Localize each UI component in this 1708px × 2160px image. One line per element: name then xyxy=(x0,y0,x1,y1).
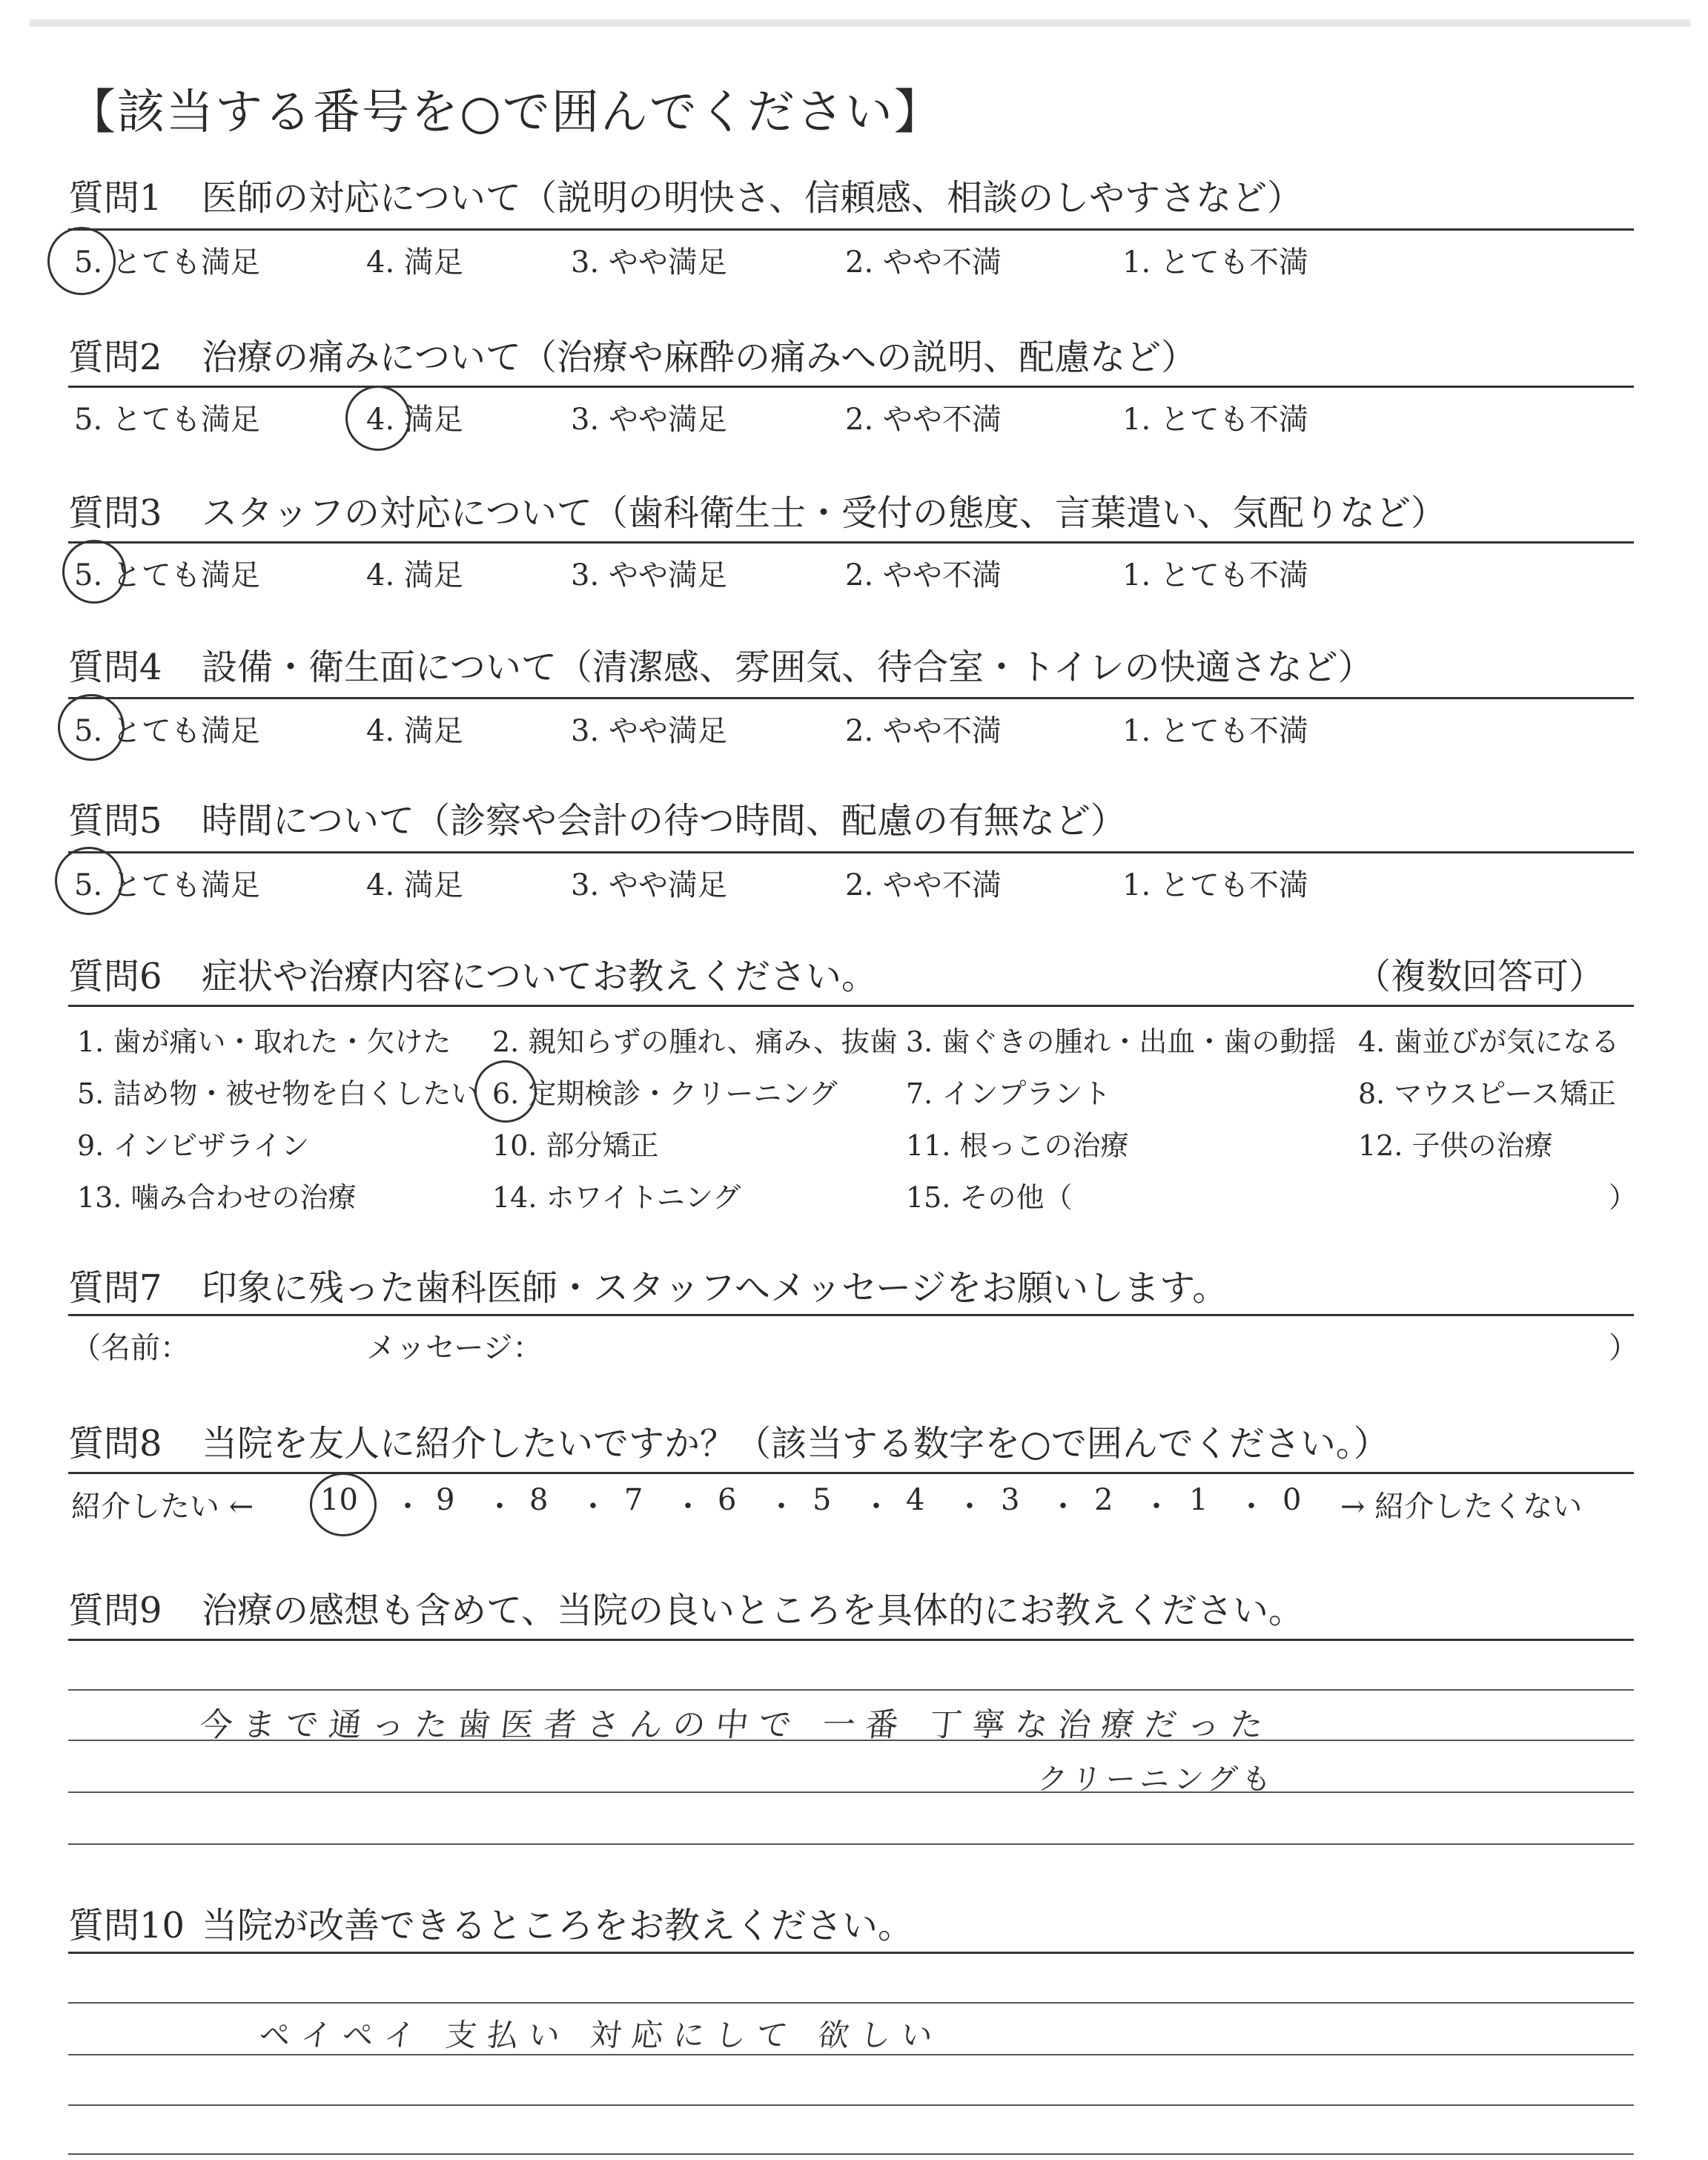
question-title: 設備・衛生面について（清潔感、雰囲気、待合室・トイレの快適さなど） xyxy=(202,647,1374,688)
scale-0[interactable]: 0 xyxy=(1282,1483,1302,1517)
question-8 xyxy=(68,1420,1634,1467)
message-field-label[interactable]: メッセージ： xyxy=(366,1331,543,1365)
scale-dot: ・ xyxy=(767,1490,796,1524)
question-number: 質問5 xyxy=(68,800,162,842)
scale-dot: ・ xyxy=(393,1490,423,1524)
question-title: 医師の対応について（説明の明快さ、信頼感、相談のしやすさなど） xyxy=(202,177,1303,219)
symptom-option[interactable]: 2. 親知らずの腫れ、痛み、抜歯 xyxy=(492,1025,898,1058)
question-title: 治療の感想も含めて、当院の良いところを具体的にお教えください。 xyxy=(202,1590,1305,1631)
divider xyxy=(68,1952,1634,1954)
divider xyxy=(68,541,1634,544)
multiple-answer-note: （複数回答可） xyxy=(1354,956,1604,997)
question-number: 質問2 xyxy=(68,337,162,378)
option-2[interactable]: 2. やや不満 xyxy=(845,245,1002,280)
option-3[interactable]: 3. やや満足 xyxy=(571,868,727,902)
option-4[interactable]: 4. 満足 xyxy=(366,714,463,748)
selection-circle xyxy=(310,1473,377,1536)
selection-circle xyxy=(345,386,411,451)
option-1[interactable]: 1. とても不満 xyxy=(1122,245,1308,280)
question-title: スタッフの対応について（歯科衛生士・受付の態度、言葉遣い、気配りなど） xyxy=(202,492,1447,534)
scale-9[interactable]: 9 xyxy=(436,1483,455,1517)
scale-dot: ・ xyxy=(955,1490,984,1524)
answer-line xyxy=(68,1791,1634,1793)
answer-line xyxy=(68,2153,1634,2155)
symptom-option[interactable]: 12. 子供の治療 xyxy=(1358,1129,1553,1162)
question-1 xyxy=(68,174,1634,222)
option-5[interactable]: 5. とても満足 xyxy=(74,245,260,280)
other-close-paren: ） xyxy=(1609,1181,1638,1214)
question-title: 印象に残った歯科医師・スタッフへメッセージをお願いします。 xyxy=(202,1267,1228,1309)
close-paren: ） xyxy=(1609,1331,1638,1365)
handwritten-answer: ペイペイ 支払い 対応にして 欲しい xyxy=(257,2017,945,2053)
option-3[interactable]: 3. やや満足 xyxy=(571,558,727,592)
question-number: 質問10 xyxy=(68,1905,185,1946)
scale-dot: ・ xyxy=(1048,1490,1078,1524)
option-4[interactable]: 4. 満足 xyxy=(366,245,463,280)
option-1[interactable]: 1. とても不満 xyxy=(1122,714,1308,748)
answer-line xyxy=(68,1843,1634,1845)
question-number: 質問7 xyxy=(68,1267,162,1309)
question-number: 質問9 xyxy=(68,1590,162,1631)
question-5 xyxy=(68,797,1634,845)
option-5[interactable]: 5. とても満足 xyxy=(74,868,260,902)
scale-5[interactable]: 5 xyxy=(812,1483,832,1517)
option-2[interactable]: 2. やや不満 xyxy=(845,714,1002,748)
question-7 xyxy=(68,1264,1634,1312)
divider xyxy=(68,386,1634,388)
symptom-option[interactable]: 1. 歯が痛い・取れた・欠けた xyxy=(77,1025,451,1058)
scale-7[interactable]: 7 xyxy=(624,1483,643,1517)
scale-dot: ・ xyxy=(485,1490,514,1524)
option-1[interactable]: 1. とても不満 xyxy=(1122,558,1308,592)
handwritten-answer: クリーニングも xyxy=(1036,1763,1278,1797)
option-2[interactable]: 2. やや不満 xyxy=(845,868,1002,902)
scale-4[interactable]: 4 xyxy=(906,1483,925,1517)
name-field-label[interactable]: （名前： xyxy=(71,1331,190,1365)
divider xyxy=(68,1005,1634,1007)
option-5[interactable]: 5. とても満足 xyxy=(74,714,260,748)
symptom-option[interactable]: 4. 歯並びが気になる xyxy=(1358,1025,1620,1058)
scale-6[interactable]: 6 xyxy=(718,1483,737,1517)
instruction-header: 【該当する番号を○で囲んでください】 xyxy=(68,85,943,140)
answer-line xyxy=(68,1689,1634,1691)
option-1[interactable]: 1. とても不満 xyxy=(1122,868,1308,902)
option-2[interactable]: 2. やや不満 xyxy=(845,403,1002,437)
selection-circle xyxy=(55,847,123,915)
option-5[interactable]: 5. とても満足 xyxy=(74,558,260,592)
divider xyxy=(68,851,1634,853)
page-top-edge xyxy=(30,19,1690,27)
selection-circle xyxy=(62,540,126,604)
question-number: 質問1 xyxy=(68,177,162,219)
question-9 xyxy=(68,1587,1634,1634)
symptom-option[interactable]: 14. ホワイトニング xyxy=(492,1181,741,1214)
question-10 xyxy=(68,1902,1634,1949)
question-number: 質問6 xyxy=(68,956,162,997)
divider xyxy=(68,697,1634,699)
scale-left-label: 紹介したい ← xyxy=(71,1490,254,1524)
scale-dot: ・ xyxy=(673,1490,703,1524)
option-4[interactable]: 4. 満足 xyxy=(366,403,463,437)
symptom-option[interactable]: 6. 定期検診・クリーニング xyxy=(492,1077,838,1110)
symptom-option[interactable]: 5. 詰め物・被せ物を白くしたい xyxy=(77,1077,480,1110)
selection-circle xyxy=(58,694,125,761)
symptom-option[interactable]: 11. 根っこの治療 xyxy=(906,1129,1129,1162)
option-4[interactable]: 4. 満足 xyxy=(366,868,463,902)
question-3 xyxy=(68,489,1634,537)
question-2 xyxy=(68,334,1634,381)
option-2[interactable]: 2. やや不満 xyxy=(845,558,1002,592)
selection-circle xyxy=(47,227,116,295)
question-number: 質問3 xyxy=(68,492,162,534)
scale-dot: ・ xyxy=(861,1490,891,1524)
option-3[interactable]: 3. やや満足 xyxy=(571,714,727,748)
question-title: 治療の痛みについて（治療や麻酔の痛みへの説明、配慮など） xyxy=(202,337,1197,378)
scale-3[interactable]: 3 xyxy=(1001,1483,1020,1517)
scale-dot: ・ xyxy=(1142,1490,1171,1524)
scale-8[interactable]: 8 xyxy=(529,1483,549,1517)
option-3[interactable]: 3. やや満足 xyxy=(571,245,727,280)
symptom-option-other[interactable]: 15. その他（ xyxy=(906,1181,1073,1214)
question-title: 当院を友人に紹介したいですか？（該当する数字を○で囲んでください。） xyxy=(202,1423,1389,1464)
divider xyxy=(68,1639,1634,1641)
question-title: 当院が改善できるところをお教えください。 xyxy=(202,1905,914,1946)
answer-line xyxy=(68,2104,1634,2106)
option-5[interactable]: 5. とても満足 xyxy=(74,403,260,437)
answer-line xyxy=(68,2002,1634,2004)
symptom-option[interactable]: 8. マウスピース矯正 xyxy=(1358,1077,1616,1110)
symptom-option[interactable]: 9. インビザライン xyxy=(77,1129,310,1162)
question-4 xyxy=(68,644,1634,691)
symptom-option[interactable]: 7. インプラント xyxy=(906,1077,1111,1110)
option-3[interactable]: 3. やや満足 xyxy=(571,403,727,437)
question-number: 質問8 xyxy=(68,1423,162,1464)
symptom-option[interactable]: 3. 歯ぐきの腫れ・出血・歯の動揺 xyxy=(906,1025,1337,1058)
question-title: 時間について（診察や会計の待つ時間、配慮の有無など） xyxy=(202,800,1127,842)
scale-dot: ・ xyxy=(578,1490,608,1524)
divider xyxy=(68,1472,1634,1474)
divider xyxy=(68,1314,1634,1316)
scale-2[interactable]: 2 xyxy=(1094,1483,1113,1517)
handwritten-answer: 今まで通った歯医者さんの中で 一番 丁寧な治療だった xyxy=(197,1706,1276,1744)
scale-10[interactable]: 10 xyxy=(320,1483,358,1517)
scale-1[interactable]: 1 xyxy=(1189,1483,1208,1517)
question-title: 症状や治療内容についてお教えください。 xyxy=(202,956,878,997)
option-4[interactable]: 4. 満足 xyxy=(366,558,463,592)
selection-circle xyxy=(474,1060,537,1123)
question-number: 質問4 xyxy=(68,647,162,688)
symptom-option[interactable]: 13. 噛み合わせの治療 xyxy=(77,1181,357,1214)
scale-right-label: → 紹介したくない xyxy=(1340,1490,1583,1524)
scale-dot: ・ xyxy=(1237,1490,1266,1524)
option-1[interactable]: 1. とても不満 xyxy=(1122,403,1308,437)
symptom-option[interactable]: 10. 部分矯正 xyxy=(492,1129,659,1162)
divider xyxy=(68,228,1634,231)
